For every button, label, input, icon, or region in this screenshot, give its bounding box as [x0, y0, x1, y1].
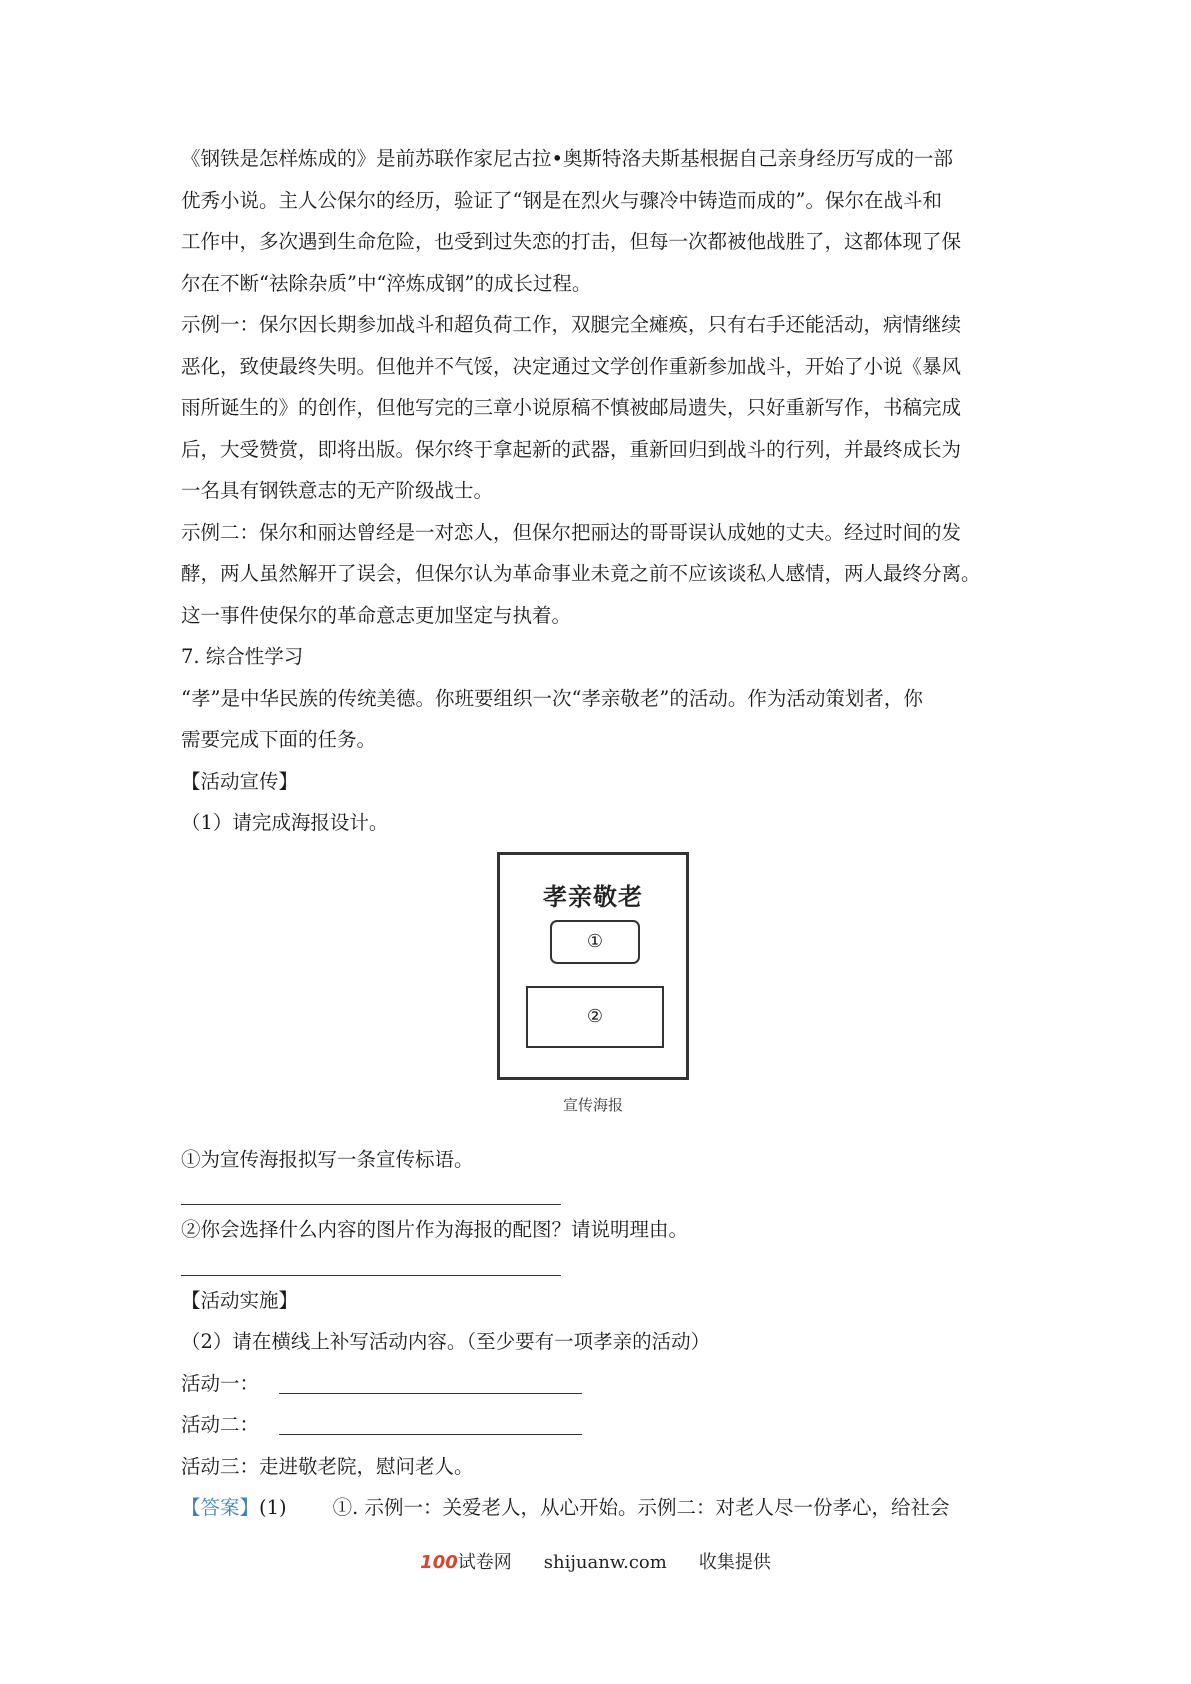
answer-blank-image[interactable]: [181, 1251, 561, 1276]
activity-two-label: 活动二：: [181, 1413, 260, 1436]
answer-text: ①. 示例一：关爱老人，从心开始。示例二：对老人尽一份孝心，给社会: [332, 1496, 950, 1519]
answer-number: (1): [259, 1496, 287, 1519]
section-heading-implementation: 【活动实施】: [181, 1288, 299, 1312]
intro-paragraph: [181, 138, 1017, 304]
poster-slogan-box: ①: [550, 920, 640, 964]
text-line: 雨所诞生的》的创作，但他写完的三章小说原稿不慎被邮局遗失，只好重新写作，书稿完成: [181, 396, 962, 419]
prompt-slogan: ①为宣传海报拟写一条宣传标语。: [181, 1147, 474, 1171]
activity-one-row: [181, 1363, 1017, 1405]
text-line: 这一事件使保尔的革命意志更加坚定与执着。: [181, 603, 572, 627]
subquestion-one: （1）请完成海报设计。: [181, 811, 389, 834]
answer-line: [181, 1487, 1017, 1529]
section-heading-publicity: 【活动宣传】: [181, 769, 299, 793]
example-two-paragraph: [181, 512, 1017, 637]
text-line: “孝”是中华民族的传统美德。你班要组织一次“孝亲敬老”的活动。作为活动策划者，你: [181, 686, 923, 710]
text-line: 酵，两人虽然解开了误会，但保尔认为革命事业未竟之前不应该谈私人感情，两人最终分离。: [181, 562, 981, 585]
answer-tag: 【答案】: [181, 1496, 260, 1519]
text-line: 一名具有钢铁意志的无产阶级战士。: [181, 479, 494, 502]
prompt-image: ②你会选择什么内容的图片作为海报的配图？请说明理由。: [181, 1218, 689, 1241]
text-line: 需要完成下面的任务。: [181, 728, 377, 751]
poster-figure: [181, 844, 1017, 1139]
text-line: 后，大受赞赏，即将出版。保尔终于拿起新的武器，重新回归到战斗的行列，并最终成长为: [181, 437, 962, 461]
activity-one-blank[interactable]: [279, 1373, 582, 1394]
poster-caption: 宣传海报: [562, 1095, 623, 1114]
text-line: 优秀小说。主人公保尔的经历，验证了“钢是在烈火与骤冷中铸造而成的”。保尔在战斗和: [181, 188, 942, 212]
text-line: 恶化，致使最终失明。但他并不气馁，决定通过文学创作重新参加战斗，开始了小说《暴风: [181, 354, 962, 378]
activity-one-label: 活动一：: [181, 1371, 260, 1395]
footer-note: 收集提供: [698, 1552, 771, 1573]
poster-image-box: ②: [526, 986, 664, 1048]
poster-title: 孝亲敬老: [543, 882, 643, 911]
page-footer: [0, 1548, 1191, 1574]
document-body: [181, 138, 1017, 1529]
question-description: [181, 678, 1017, 761]
text-line: 示例一：保尔因长期参加战斗和超负荷工作，双腿完全瘫痪，只有右手还能活动，病情继续: [181, 313, 962, 336]
text-line: 工作中，多次遇到生命危险，也受到过失恋的打击，但每一次都被他战胜了，这都体现了保: [181, 230, 962, 253]
footer-brand: 试卷网: [457, 1552, 512, 1573]
subquestion-two: （2）请在横线上补写活动内容。（至少要有一项孝亲的活动）: [181, 1330, 711, 1353]
text-line: 示例二：保尔和丽达曾经是一对恋人，但保尔把丽达的哥哥误认成她的丈夫。经过时间的发: [181, 520, 962, 544]
footer-site[interactable]: shijuanw.com: [543, 1552, 667, 1573]
text-line: 《钢铁是怎样炼成的》是前苏联作家尼古拉•奥斯特洛夫斯基根据自己亲身经历写成的一部: [181, 147, 954, 170]
activity-two-row: [181, 1404, 1017, 1446]
poster-frame: [497, 852, 689, 1080]
example-one-paragraph: [181, 304, 1017, 512]
text-line: 尔在不断“祛除杂质”中“淬炼成钢”的成长过程。: [181, 271, 592, 295]
site-logo: 100: [420, 1552, 458, 1573]
question-title: 7. 综合性学习: [181, 645, 304, 668]
activity-three: 活动三：走进敬老院，慰问老人。: [181, 1454, 474, 1478]
activity-two-blank[interactable]: [279, 1414, 582, 1435]
answer-blank-slogan[interactable]: [181, 1180, 561, 1205]
